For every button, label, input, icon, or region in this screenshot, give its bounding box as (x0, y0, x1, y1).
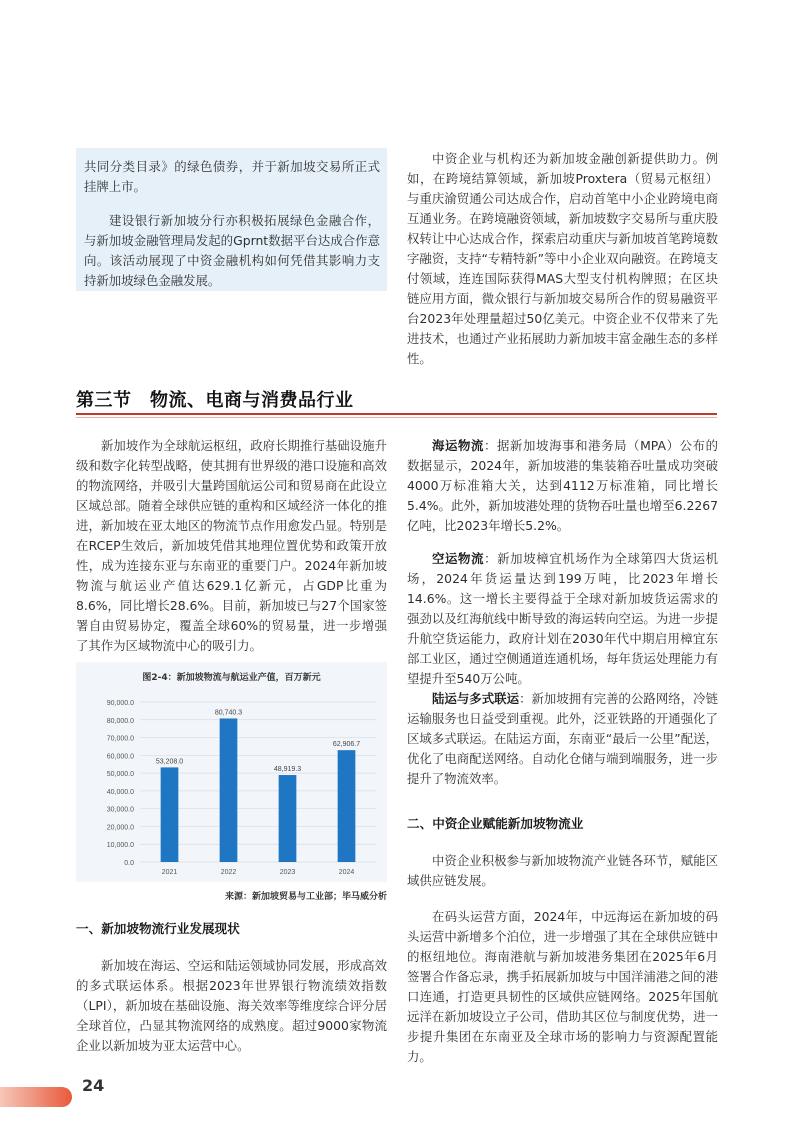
x-tick-label: 2022 (220, 869, 237, 876)
footer-accent-bar (0, 1087, 72, 1107)
y-tick-label: 90,000.0 (106, 700, 134, 707)
y-tick-label: 50,000.0 (106, 771, 134, 779)
box-paragraph-2: 建设银行新加坡分行亦积极拓展绿色金融合作，与新加坡金融管理局发起的Gprnt数据平台达成合作意向。该活动展现了中资金融机构如何凭借其影响力支持新加坡绿色金融发展。 (84, 213, 380, 288)
land-multimodal-paragraph (407, 689, 718, 789)
logistics-status-paragraph: 新加坡在海运、空运和陆运领域协同发展，形成高效的多式联运体系。根据2023年世界银行物流绩效指数（LPI），新加坡在基础设施、海关效率等维度综合评分居全球首位，凸显其物流网络的成熟度。超过9000家物流企业以新加坡为亚太运营中心。 (76, 958, 387, 1053)
bar-2022 (220, 718, 238, 862)
data-label: 53,208.0 (155, 758, 184, 766)
terminal-operations-paragraph: 在码头运营方面，2024年，中远海运在新加坡的码头运营中新增多个泊位，进一步增强了其在全球供应链中的枢纽地位。海南港航与新加坡港务集团在2025年6月签署合作备忘录，携手拓展新加坡与中国洋浦港之间的港口连通，打造更具韧性的区域供应链网络。2025年国航远洋在新加坡设立子公司，借助其区位与制度优势，进一步提升集团在东南亚及全球市场的影响力与资源配置能力。 (407, 909, 718, 1064)
bar-2024 (338, 750, 356, 862)
air-freight-text: ：新加坡樟宜机场作为全球第四大货运机场，2024年货运量达到199万吨，比2023年增长14.6%。这一增长主要得益于全球对新加坡货运需求的强劲以及红海航线中断导致的海运转向空运。为进一步提升航空货运能力，政府计划在2030年代中期启用樟宜东部工业区，通过空侧通道连通机场，每年货运处理能力有望提升至540万公吨。 (407, 551, 719, 686)
bar-2021 (161, 767, 179, 862)
logistics-intro-paragraph: 新加坡作为全球航运枢纽，政府长期推行基础设施升级和数字化转型战略，使其拥有世界级的港口设施和高效的物流网络，并吸引大量跨国航运公司和贸易商在此设立区域总部。随着全球供应链的重构和区域经济一体化的推进，新加坡在亚太地区的物流节点作用愈发凸显。特别是在RCEP生效后，新加坡凭借其地理位置优势和政策开放性，成为连接东亚与东南亚的重要门户。2024年新加坡物流与航运业产值达629.1亿新元，占GDP比重为8.6%，同比增长28.6%。目前，新加坡已与27个国家签署自由贸易协定，覆盖全球60%的贸易量，进一步增强了其作为区域物流中心的吸引力。 (76, 438, 387, 653)
page-number: 24 (82, 1076, 105, 1095)
x-tick-label: 2021 (161, 869, 178, 876)
bar-chart (76, 690, 387, 882)
y-tick-label: 0.0 (124, 860, 134, 867)
data-label: 62,906.7 (332, 741, 361, 749)
land-multimodal-text: ：新加坡拥有完善的公路网络，冷链运输服务也日益受到重视。此外，泛亚铁路的开通强化了区域多式联运。在陆运方面，东南亚“最后一公里”配送，优化了电商配送网络。自动化仓储与端到端服务，进一步提升了物流效率。 (407, 691, 719, 786)
air-freight-paragraph (407, 549, 718, 689)
y-tick-label: 10,000.0 (106, 842, 134, 850)
y-tick-label: 40,000.0 (106, 788, 134, 796)
x-tick-label: 2023 (279, 869, 296, 876)
section-rule-thin (76, 417, 717, 418)
data-label: 80,740.3 (214, 709, 243, 717)
y-tick-label: 80,000.0 (106, 717, 134, 725)
section-rule (76, 413, 717, 415)
y-tick-label: 60,000.0 (106, 753, 134, 761)
y-tick-label: 30,000.0 (106, 806, 134, 814)
y-tick-label: 20,000.0 (106, 824, 134, 832)
y-tick-label: 70,000.0 (106, 735, 134, 743)
box-paragraph-1: 共同分类目录》的绿色债券，并于新加坡交易所正式挂牌上市。 (84, 159, 380, 194)
subheading-logistics-status: 一、新加坡物流行业发展现状 (76, 921, 240, 936)
sea-freight-label: 海运物流 (432, 438, 485, 453)
sea-freight-paragraph (407, 436, 718, 536)
chart-title: 图2-4：新加坡物流与航运业产值，百万新元 (142, 673, 321, 683)
finance-innovation-paragraph: 中资企业与机构还为新加坡金融创新提供助力。例如，在跨境结算领域，新加坡Proxtera（贸易元枢纽）与重庆渝贸通公司达成合作，启动首笔中小企业跨境电商互通业务。在跨境融资领域，新加坡数字交易所与重庆股权转让中心达成合作，探索启动重庆与新加坡首笔跨境数字融资，支持“专精特新”等中小企业双向融资。在跨境支付领域，连连国际获得MAS大型支付机构牌照；在区块链应用方面，微众银行与新加坡交易所合作的贸易融资平台2023年处理量超过50亿美元。中资企业不仅带来了先进技术，也通过产业拓展助力新加坡丰富金融生态的多样性。 (407, 151, 718, 366)
chart-source: 来源：新加坡贸易与工业部；毕马威分析 (224, 892, 387, 902)
data-label: 48,919.3 (273, 766, 302, 774)
section-title: 第三节 物流、电商与消费品行业 (76, 390, 354, 411)
air-freight-label: 空运物流 (432, 551, 485, 566)
bar-2023 (279, 775, 297, 862)
land-multimodal-label: 陆运与多式联运 (432, 691, 520, 706)
sea-freight-text: ：据新加坡海事和港务局（MPA）公布的数据显示，2024年，新加坡港的集装箱吞吐量成功突破4000万标准箱大关，达到4112万标准箱，同比增长5.4%。此外，新加坡港处理的货物吞吐量也增至6.2267亿吨，比2023年增长5.2%。 (407, 438, 718, 533)
subheading-chinese-enterprises: 二、中资企业赋能新加坡物流业 (407, 816, 584, 831)
chinese-enterprises-intro: 中资企业积极参与新加坡物流产业链各环节，赋能区域供应链发展。 (407, 853, 718, 888)
x-tick-label: 2024 (338, 869, 355, 876)
